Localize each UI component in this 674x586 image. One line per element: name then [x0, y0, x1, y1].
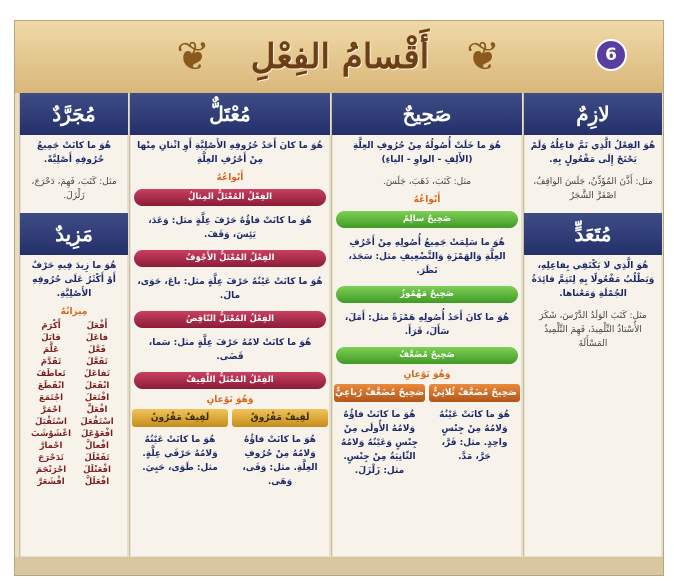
mazid-word: أَفْعَلَ	[86, 321, 108, 331]
sahih-salim-band: صَحِيحٌ سالِمٌ	[336, 211, 518, 228]
mazid-word: افْعالَّ	[85, 441, 109, 451]
mazid-definition: هُوَ ما زِيدَ فِيهِ حَرْفٌ أَوْ أَكْثَرُ عَلَى حُرُوفِهِ الأَصْلِيَّةِ.	[31, 261, 117, 299]
mazid-words-grid	[20, 319, 128, 489]
mazid-word: اقْشَعَرَّ	[37, 477, 65, 487]
muatal-mithal-text: هُوَ ما كانَتْ فاؤُهُ حَرْفَ عِلَّةٍ مثل: وَعَدَ، يَئِسَ، وَقَفَ.	[148, 216, 312, 240]
poster	[14, 20, 664, 576]
header-banner	[15, 21, 663, 93]
sahih-mahmuz-band: صَحِيحٌ مَهْمُوزٌ	[336, 286, 518, 303]
muatal-types-label: أَنْواعُهُ	[216, 173, 244, 183]
mazid-word: افْعَلَلَّ	[84, 477, 110, 487]
mutaaddi-example: مثل: كَتَبَ الوَلَدُ الدَّرْسَ، شَكَرَ الأُسْتاذُ التِّلْمِيذَ، فَهِمَ التِّلْمِيذُ المَسْأَلَةَ	[539, 311, 647, 349]
mudaaf-thulathi-title: صَحِيحٌ مُضَعَّفٌ ثُلاثِيٌّ	[429, 384, 520, 402]
lafif-maqrun-text: هُوَ ما كانَتْ عَيْنُهُ وَلامُهُ حَرْفَي عِلَّةٍ. مثل: طَوَى، حَيِيَ.	[142, 435, 218, 473]
mazid-word: فاعَلَ	[85, 333, 109, 343]
footer-strip	[15, 557, 663, 575]
lafif-mafruq-title: لَفِيفٌ مَفْرُوقٌ	[232, 409, 328, 427]
mudaaf-rubai-text: هُوَ ما كانَتْ فاؤُهُ وَلامُهُ الأُولَى مِنْ جِنْسٍ وَعَيْنُهُ وَلامُهُ الثّانِيَةُ مِنْ جِنْسٍ. مثل: زَلْزَلَ.	[340, 410, 419, 476]
column-lazim	[523, 93, 662, 557]
mazid-word: انْقَطَعَ	[37, 381, 65, 391]
mazid-title: مَزِيدٌ	[20, 213, 128, 255]
sahih-mudaaf-split	[332, 382, 522, 482]
mazid-word: اجْتَمَعَ	[38, 393, 63, 403]
sahih-example: مثل: كَتَبَ، ذَهَبَ، جَلَسَ.	[382, 177, 472, 187]
mujarrad-definition: هُوَ ما كانَتْ جَمِيعُ حُرُوفِهِ أَصْلِيَّةً.	[36, 141, 112, 165]
mazid-word: فَعَّلَ	[88, 345, 106, 355]
mudaaf-thulathi-text: هُوَ ما كانَتْ عَيْنُهُ وَلامُهُ مِنْ جِنْسٍ واحِدٍ. مثل: فَرَّ، جَرَّ، مَدَّ.	[439, 410, 510, 462]
muatal-title: مُعْتَلٌّ	[130, 93, 330, 135]
mazid-word: أَكْرَمَ	[41, 321, 61, 331]
column-muatal	[129, 93, 330, 557]
lazim-definition: هُوَ الفِعْلُ الَّذِي تَمَّ فاعِلُهُ وَلَمْ يَحْتَجْ إِلَى مَفْعُولٍ بِهِ.	[530, 141, 656, 165]
right-flourish-icon: ❦	[466, 34, 500, 80]
lafif-maqrun	[130, 407, 230, 493]
muatal-ajwaf-text: هُوَ ما كانَتْ عَيْنُهُ حَرْفَ عِلَّةٍ مثل: باعَ، حَوَى، مالَ.	[137, 277, 323, 301]
mazid-word: اسْتَقْبَلَ	[35, 417, 67, 427]
lafif-mafruq	[230, 407, 330, 493]
mudaaf-rubai-title: صَحِيحٌ مُضَعَّفٌ رُباعِيٌّ	[334, 384, 425, 402]
mutaaddi-title: مُتَعَدٍّ	[524, 213, 662, 255]
mazid-word: تَعاطَفَ	[36, 369, 66, 379]
mujarrad-title: مُجَرَّدٌ	[20, 93, 128, 135]
mazid-word: افْعَلَّ	[86, 405, 108, 415]
muatal-naqis-text: هُوَ ما كانَتْ لامُهُ حَرْفَ عِلَّةٍ مثل: سَما، قَضَى.	[148, 338, 312, 362]
mazid-word: افْتَعَلَ	[84, 393, 110, 403]
muatal-naqis-band: الفِعْلُ المُعْتَلُّ النّاقِصُ	[134, 311, 326, 328]
muatal-lafif-split	[130, 407, 330, 493]
muatal-lafif-text: وَهُوَ نَوْعانِ	[206, 395, 254, 405]
sahih-mahmuz-text: هُوَ ما كانَ أَحَدُ أُصُولِهِ هَمْزَةً مثل: أَمَلَ، سَأَلَ، قَرَأَ.	[344, 313, 510, 337]
mazid-word: اسْتَفْعَلَ	[80, 417, 114, 427]
muatal-ajwaf-band: الفِعْلُ المُعْتَلُّ الأَجْوَفُ	[134, 250, 326, 267]
mazid-word: تَدَحْرَجَ	[38, 453, 64, 463]
sahih-salim-text: هُوَ ما سَلِمَتْ جَمِيعُ أُصُولِهِ مِنْ أَحْرُفِ العِلَّةِ وَالهَمْزَةِ وَالتَّضْعِيفِ مثل: سَجَدَ، نَظَرَ.	[348, 238, 506, 276]
sahih-definition: هُوَ ما خَلَتْ أُصُولُهُ مِنْ حُرُوفِ العِلَّةِ (الأَلِفِ - الواوِ - الياءِ)	[352, 141, 502, 165]
mujarrad-example: مثل: كَتَبَ، فَهِمَ، دَحْرَجَ، زَلْزَلَ.	[31, 177, 117, 201]
lazim-example: مثل: أَذَّنَ المُؤَذِّنُ، جَلَسَ الواقِفُ، اصْفَرَّ الشَّجَرُ	[533, 177, 653, 201]
lafif-maqrun-title: لَفِيفٌ مَقْرُونٌ	[132, 409, 228, 427]
mazid-word: قابَلَ	[41, 333, 61, 343]
sahih-mudaaf-text: وَهُوَ نَوْعانِ	[403, 370, 451, 380]
mazid-word: افْعَنْلَلَ	[83, 465, 111, 475]
sahih-mudaaf-band: صَحِيحٌ مُضَعَّفٌ	[336, 347, 518, 364]
muatal-mithal-band: الفِعْلُ المُعْتَلُّ المِثالُ	[134, 189, 326, 206]
mazid-word: انْفَعَلَ	[84, 381, 110, 391]
mazid-word: احْمارَّ	[39, 441, 63, 451]
lafif-mafruq-text: هُوَ ما كانَتْ فاؤُهُ وَلامُهُ مِنْ حُرُوفِ العِلَّةِ. مثل: وَفَى، وَهَى.	[242, 435, 318, 487]
lazim-title: لازِمٌ	[524, 93, 662, 135]
mudaaf-thulathi	[427, 382, 522, 482]
mazid-scales-label: مِيزانُهُ	[60, 307, 88, 317]
mutaaddi-definition: هُوَ الَّذِي لا يَكْتَفِي بِفاعِلِهِ، وَيَطْلُبُ مَفْعُولًا بِهِ لِتَتِمَّ فائِدَةُ الجُمْلَةِ وَمَعْناها.	[531, 261, 655, 299]
mazid-word: احْمَرَّ	[40, 405, 62, 415]
column-sahih	[331, 93, 522, 557]
page-number-badge: 6	[595, 39, 627, 71]
muatal-definition: هُوَ ما كانَ أَحَدُ حُرُوفِهِ الأَصْلِيَّةِ أَوِ اثْنانِ مِنْها مِنْ أَحْرُفِ العِلَّةِ	[137, 141, 323, 165]
mazid-word: تَفاعَلَ	[84, 369, 110, 379]
mazid-word: عَلَّمَ	[43, 345, 59, 355]
mazid-word: تَفَعَّلَ	[86, 357, 108, 367]
sahih-title: صَحِيحٌ	[332, 93, 522, 135]
mazid-word: تَفَعْلَلَ	[84, 453, 110, 463]
mazid-word: تَقَدَّمَ	[40, 357, 62, 367]
left-flourish-icon: ❦	[176, 34, 210, 80]
mazid-word: اعْشَوْشَبَ	[30, 429, 72, 439]
mudaaf-rubai	[332, 382, 427, 482]
mazid-word: افْعَوْعَلَ	[81, 429, 113, 439]
page-title: أَقْسامُ الفِعْلِ	[250, 37, 430, 77]
mazid-word: احْرَنْجَمَ	[35, 465, 67, 475]
muatal-lafif-band: الفِعْلُ المُعْتَلُّ اللَّفِيفُ	[134, 372, 326, 389]
sahih-types-label: أَنْواعُهُ	[413, 195, 441, 205]
column-mujarrad	[19, 93, 128, 557]
